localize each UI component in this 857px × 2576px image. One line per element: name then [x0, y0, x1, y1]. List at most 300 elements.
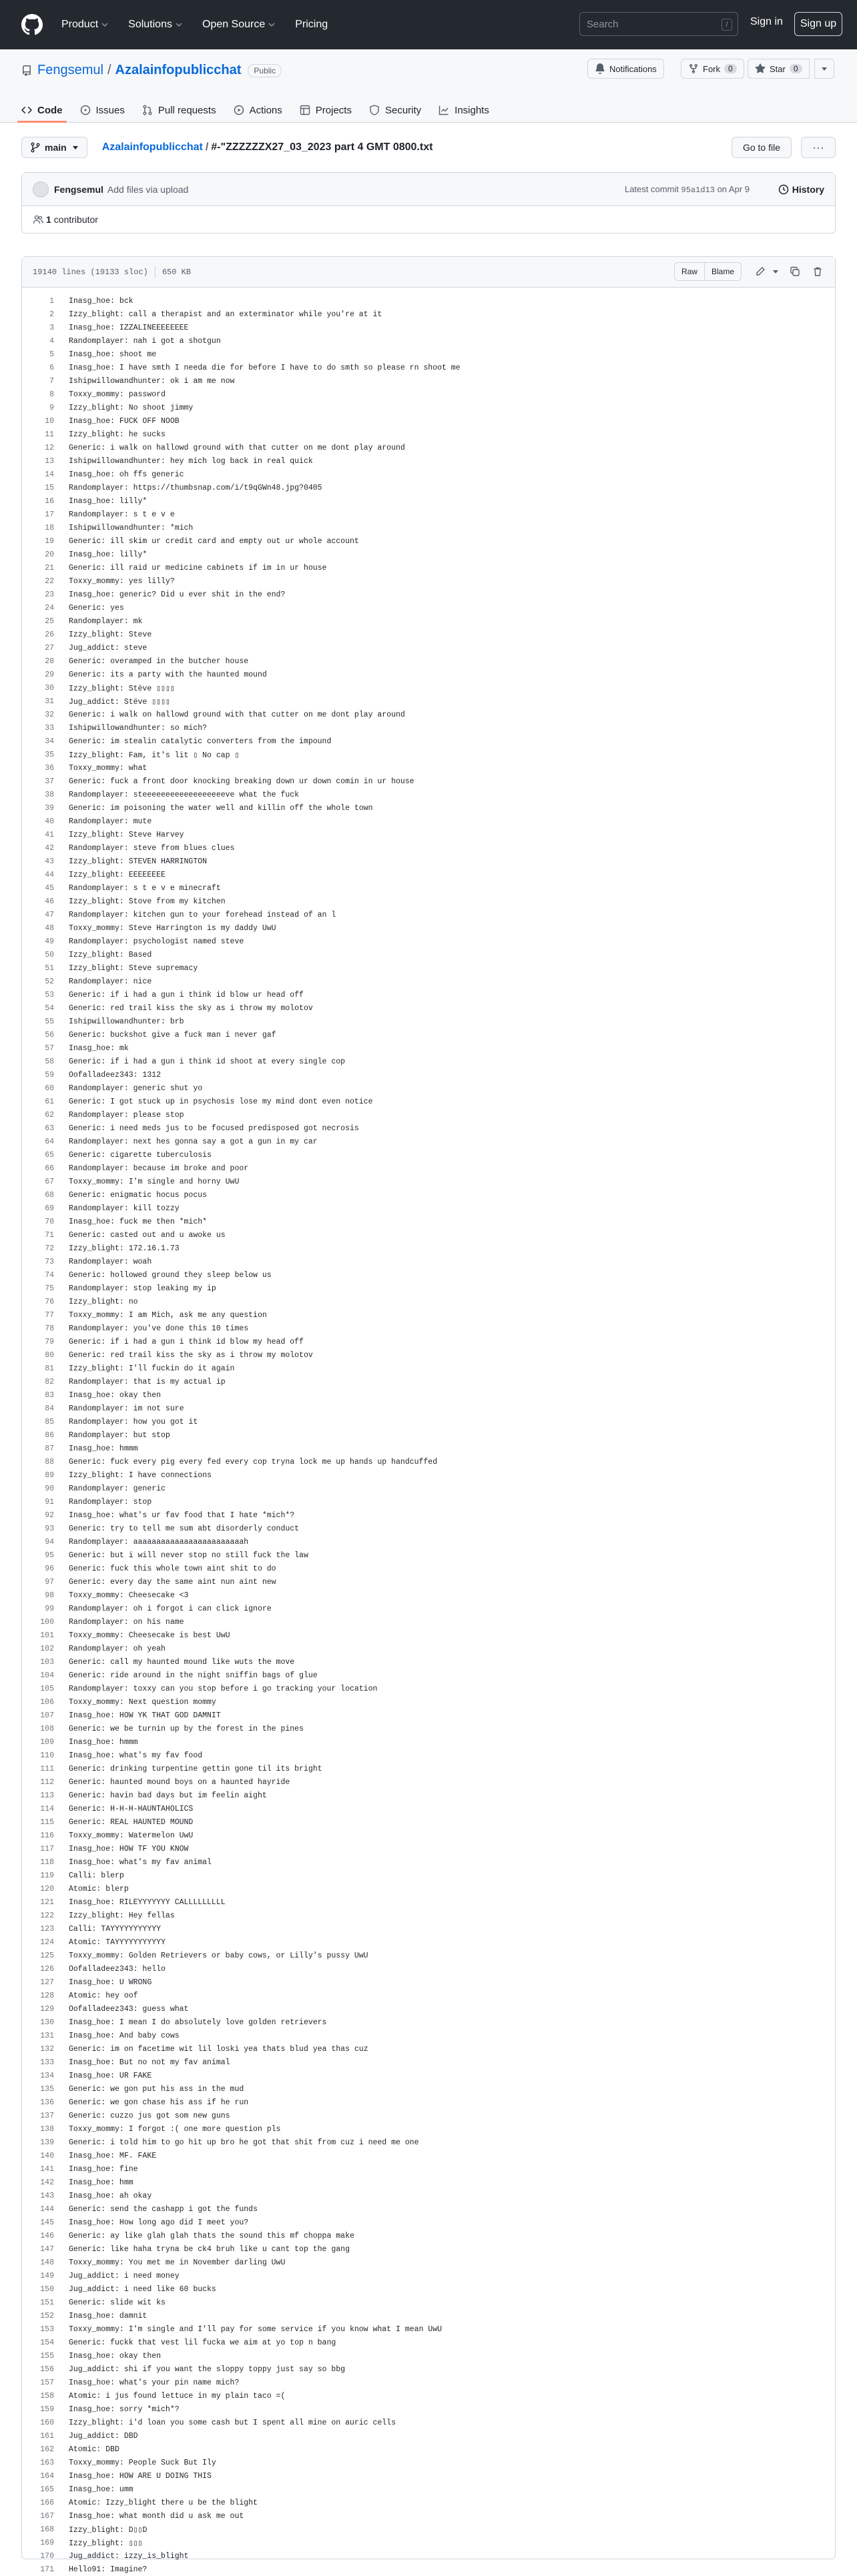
line-number[interactable]: 132 — [40, 2044, 54, 2054]
line-number[interactable]: 161 — [40, 2431, 54, 2441]
line-number[interactable]: 153 — [40, 2324, 54, 2334]
line-text: Randomplayer: stop leaking my ip — [69, 1284, 216, 1293]
sign-up-button[interactable]: Sign up — [794, 12, 842, 36]
line-number[interactable]: 105 — [40, 1684, 54, 1693]
line-number[interactable]: 51 — [45, 963, 54, 973]
line-number[interactable]: 1 — [49, 296, 54, 306]
line-number[interactable]: 58 — [45, 1057, 54, 1066]
code-line — [22, 2349, 835, 2363]
line-text: Randomplayer: steve from blues clues — [69, 843, 235, 853]
line-number[interactable]: 124 — [40, 1938, 54, 1947]
line-number[interactable]: 114 — [40, 1804, 54, 1813]
code-line — [22, 1068, 835, 1082]
code-line — [22, 1362, 835, 1375]
line-text: Inasg_hoe: okay then — [69, 1390, 162, 1400]
code-line — [22, 1522, 835, 1535]
line-number[interactable]: 96 — [45, 1564, 54, 1573]
line-number[interactable]: 78 — [45, 1324, 54, 1333]
code-line — [22, 388, 835, 401]
tab-pull-requests[interactable]: Pull requests — [142, 97, 216, 123]
line-number[interactable]: 156 — [40, 2365, 54, 2374]
line-number[interactable]: 65 — [45, 1150, 54, 1160]
line-number[interactable]: 16 — [45, 496, 54, 506]
line-number[interactable]: 10 — [45, 416, 54, 426]
code-line — [22, 1655, 835, 1669]
line-text: Izzy_blight: I have connections — [69, 1470, 212, 1480]
line-number[interactable]: 90 — [45, 1484, 54, 1493]
line-text: Generic: but i will never stop no still fuck the law — [69, 1551, 308, 1560]
line-number[interactable]: 113 — [40, 1791, 54, 1800]
line-number[interactable]: 140 — [40, 2151, 54, 2160]
line-number[interactable]: 150 — [40, 2284, 54, 2294]
line-number[interactable]: 99 — [45, 1604, 54, 1613]
code-line — [22, 2176, 835, 2189]
visibility-badge: Public — [248, 64, 282, 77]
line-number[interactable]: 152 — [40, 2311, 54, 2320]
line-number[interactable]: 21 — [45, 563, 54, 572]
line-number[interactable]: 134 — [40, 2071, 54, 2080]
commit-message[interactable]: Add files via upload — [107, 183, 189, 195]
code-line — [22, 1001, 835, 1015]
line-number[interactable]: 31 — [45, 697, 54, 706]
line-text: Izzy_blight: STEVEN HARRINGTON — [69, 857, 208, 866]
repo-owner-link[interactable]: Fengsemul — [37, 63, 103, 77]
line-number[interactable]: 9 — [49, 403, 54, 412]
edit-button[interactable] — [751, 262, 770, 281]
nav-product[interactable]: Product — [61, 19, 108, 31]
line-number[interactable]: 104 — [40, 1671, 54, 1680]
line-number[interactable]: 36 — [45, 763, 54, 773]
line-number[interactable]: 11 — [45, 430, 54, 439]
line-number[interactable]: 171 — [40, 2565, 54, 2574]
line-text: Generic: yes — [69, 603, 124, 612]
sign-in-link[interactable]: Sign in — [750, 16, 783, 27]
tab-actions[interactable]: Actions — [234, 97, 282, 123]
line-number[interactable]: 69 — [45, 1204, 54, 1213]
line-number[interactable]: 13 — [45, 456, 54, 466]
line-number[interactable]: 147 — [40, 2244, 54, 2254]
fork-button[interactable]: Fork 0 — [681, 59, 744, 79]
line-number[interactable]: 20 — [45, 550, 54, 559]
line-number[interactable]: 120 — [40, 1884, 54, 1893]
line-number[interactable]: 95 — [45, 1551, 54, 1560]
line-text: Izzy_blight: Steve supremacy — [69, 963, 198, 973]
avatar[interactable] — [33, 181, 49, 197]
line-number[interactable]: 141 — [40, 2164, 54, 2174]
line-text: Jug_addict: i need money — [69, 2271, 180, 2280]
line-number[interactable]: 93 — [45, 1524, 54, 1533]
line-number[interactable]: 5 — [49, 350, 54, 359]
line-number[interactable]: 55 — [45, 1017, 54, 1026]
commit-author[interactable]: Fengsemul — [54, 183, 103, 195]
code-line — [22, 468, 835, 481]
line-number[interactable]: 79 — [45, 1337, 54, 1346]
line-number[interactable]: 139 — [40, 2138, 54, 2147]
line-text: Inasg_hoe: what's my fav animal — [69, 1857, 212, 1867]
nav-solutions[interactable]: Solutions — [128, 19, 182, 31]
code-line — [22, 655, 835, 668]
line-number[interactable]: 100 — [40, 1617, 54, 1627]
line-number[interactable]: 27 — [45, 643, 54, 653]
line-number[interactable]: 170 — [40, 2551, 54, 2561]
line-number[interactable]: 26 — [45, 630, 54, 639]
line-number[interactable]: 77 — [45, 1310, 54, 1320]
line-number[interactable]: 123 — [40, 1924, 54, 1934]
code-line — [22, 1041, 835, 1055]
line-text: Generic: try to tell me sum abt disorderly conduct — [69, 1524, 300, 1533]
code-line — [22, 1909, 835, 1922]
nav-pricing[interactable]: Pricing — [295, 19, 328, 30]
code-line — [22, 2162, 835, 2176]
contributors-row[interactable] — [22, 206, 835, 233]
line-number[interactable]: 38 — [45, 790, 54, 799]
line-number[interactable]: 45 — [45, 883, 54, 893]
code-line — [22, 2549, 835, 2563]
line-number[interactable]: 66 — [45, 1164, 54, 1173]
line-number[interactable]: 160 — [40, 2418, 54, 2427]
code-line — [22, 841, 835, 855]
line-number[interactable]: 118 — [40, 1857, 54, 1867]
commit-sha-link[interactable]: 95a1d13 — [681, 185, 715, 195]
line-text: Atomic: DBD — [69, 2445, 119, 2454]
star-dropdown-button[interactable] — [814, 59, 834, 79]
line-number[interactable]: 17 — [45, 510, 54, 519]
line-number[interactable]: 91 — [45, 1497, 54, 1507]
line-number[interactable]: 61 — [45, 1097, 54, 1106]
line-number[interactable]: 103 — [40, 1657, 54, 1667]
line-number[interactable]: 23 — [45, 590, 54, 599]
line-number[interactable]: 42 — [45, 843, 54, 853]
history-icon — [778, 184, 789, 195]
tab-insights[interactable]: Insights — [439, 97, 489, 123]
line-number[interactable]: 155 — [40, 2351, 54, 2360]
line-text: Izzy_blight: I'll fuckin do it again — [69, 1364, 235, 1373]
line-number[interactable]: 52 — [45, 977, 54, 986]
breadcrumb-repo-link[interactable]: Azalainfopublicchat — [101, 141, 203, 153]
line-number[interactable]: 98 — [45, 1591, 54, 1600]
line-number[interactable]: 12 — [45, 443, 54, 452]
line-text: Randomplayer: on his name — [69, 1617, 184, 1627]
line-number[interactable]: 89 — [45, 1470, 54, 1480]
line-number[interactable]: 48 — [45, 923, 54, 933]
code-line — [22, 1629, 835, 1642]
line-number[interactable]: 56 — [45, 1030, 54, 1039]
code-line — [22, 1268, 835, 1282]
code-line — [22, 1482, 835, 1495]
code-line — [22, 321, 835, 334]
line-number[interactable]: 86 — [45, 1430, 54, 1440]
code-line — [22, 1175, 835, 1188]
code-line — [22, 1855, 835, 1869]
line-number[interactable]: 28 — [45, 657, 54, 666]
code-icon — [21, 105, 32, 115]
line-number[interactable]: 32 — [45, 710, 54, 719]
copy-button[interactable] — [786, 262, 804, 281]
code-line — [22, 921, 835, 935]
line-number[interactable]: 59 — [45, 1070, 54, 1080]
line-number[interactable]: 130 — [40, 2018, 54, 2027]
line-number[interactable]: 83 — [45, 1390, 54, 1400]
line-number[interactable]: 115 — [40, 1817, 54, 1827]
code-line — [22, 374, 835, 388]
code-line — [22, 2202, 835, 2216]
tab-projects[interactable]: Projects — [300, 97, 352, 123]
code-line — [22, 708, 835, 721]
line-number[interactable]: 40 — [45, 817, 54, 826]
line-number[interactable]: 119 — [40, 1871, 54, 1880]
line-number[interactable]: 29 — [45, 670, 54, 679]
line-number[interactable]: 167 — [40, 2511, 54, 2521]
line-number[interactable]: 34 — [45, 737, 54, 746]
code-line — [22, 2029, 835, 2042]
line-number[interactable]: 74 — [45, 1270, 54, 1280]
line-number[interactable]: 169 — [40, 2538, 54, 2547]
code-line — [22, 1869, 835, 1882]
code-line — [22, 521, 835, 534]
line-number[interactable]: 126 — [40, 1964, 54, 1974]
line-number[interactable]: 25 — [45, 616, 54, 626]
line-number[interactable]: 127 — [40, 1978, 54, 1987]
code-line — [22, 721, 835, 735]
line-text: Jug_addict: Stëve ▯▯▯▯ — [69, 697, 170, 707]
line-text: Toxxy_mommy: Next question mommy — [69, 1697, 216, 1707]
line-text: Toxxy_mommy: I'm single and I'll pay for some service if you know what I mean UwU — [69, 2324, 442, 2334]
code-line — [22, 2322, 835, 2336]
line-number[interactable]: 18 — [45, 523, 54, 532]
line-number[interactable]: 35 — [45, 750, 54, 759]
line-number[interactable]: 111 — [40, 1764, 54, 1773]
line-number[interactable]: 106 — [40, 1697, 54, 1707]
code-line — [22, 881, 835, 895]
code-line — [22, 935, 835, 948]
code-line — [22, 2269, 835, 2282]
line-number[interactable]: 54 — [45, 1003, 54, 1013]
line-number[interactable]: 80 — [45, 1350, 54, 1360]
line-number[interactable]: 7 — [49, 376, 54, 386]
line-number[interactable]: 15 — [45, 483, 54, 492]
line-number[interactable]: 82 — [45, 1377, 54, 1386]
history-link[interactable]: History — [778, 184, 824, 195]
repo-name-link[interactable]: Azalainfopublicchat — [115, 63, 242, 77]
code-line — [22, 1082, 835, 1095]
line-number[interactable]: 81 — [45, 1364, 54, 1373]
line-number[interactable]: 128 — [40, 1991, 54, 2000]
line-number[interactable]: 53 — [45, 990, 54, 999]
line-number[interactable]: 154 — [40, 2338, 54, 2347]
line-number[interactable]: 110 — [40, 1751, 54, 1760]
tab-security[interactable]: Security — [369, 97, 421, 123]
line-number[interactable]: 116 — [40, 1831, 54, 1840]
line-number[interactable]: 146 — [40, 2231, 54, 2240]
line-number[interactable]: 60 — [45, 1084, 54, 1093]
line-number[interactable]: 19 — [45, 536, 54, 546]
line-number[interactable]: 108 — [40, 1724, 54, 1733]
line-number[interactable]: 92 — [45, 1511, 54, 1520]
star-button[interactable]: Star 0 — [748, 59, 810, 79]
line-number[interactable]: 88 — [45, 1457, 54, 1466]
tab-issues[interactable]: Issues — [80, 97, 125, 123]
line-number[interactable]: 133 — [40, 2058, 54, 2067]
line-number[interactable]: 157 — [40, 2378, 54, 2387]
line-number[interactable]: 46 — [45, 897, 54, 906]
line-number[interactable]: 125 — [40, 1951, 54, 1960]
code-line — [22, 2096, 835, 2109]
line-number[interactable]: 72 — [45, 1244, 54, 1253]
github-logo-icon[interactable] — [21, 14, 43, 35]
line-number[interactable]: 33 — [45, 723, 54, 733]
line-text: Toxxy_mommy: what — [69, 763, 148, 773]
line-number[interactable]: 39 — [45, 803, 54, 813]
line-number[interactable]: 102 — [40, 1644, 54, 1653]
line-number[interactable]: 67 — [45, 1177, 54, 1186]
line-text: Toxxy_mommy: I forgot :( one more question pls — [69, 2124, 281, 2134]
line-number[interactable]: 64 — [45, 1137, 54, 1146]
line-number[interactable]: 70 — [45, 1217, 54, 1226]
line-number[interactable]: 122 — [40, 1911, 54, 1920]
line-text: Generic: i walk on hallowd ground with that cutter on me dont play around — [69, 710, 405, 719]
line-number[interactable]: 84 — [45, 1404, 54, 1413]
line-text: Ishipwillowandhunter: *mich — [69, 523, 194, 532]
line-number[interactable]: 107 — [40, 1711, 54, 1720]
line-text: Generic: im stealin catalytic converters from the impound — [69, 737, 332, 746]
line-number[interactable]: 138 — [40, 2124, 54, 2134]
branch-selector[interactable]: main — [21, 137, 87, 158]
line-number[interactable]: 37 — [45, 777, 54, 786]
line-number[interactable]: 112 — [40, 1777, 54, 1787]
line-number[interactable]: 62 — [45, 1110, 54, 1120]
line-number[interactable]: 94 — [45, 1537, 54, 1547]
line-number[interactable]: 145 — [40, 2218, 54, 2227]
line-number[interactable]: 76 — [45, 1297, 54, 1306]
line-number[interactable]: 68 — [45, 1190, 54, 1200]
line-number[interactable]: 8 — [49, 390, 54, 399]
line-number[interactable]: 47 — [45, 910, 54, 919]
line-text: Inasg_hoe: hmm — [69, 2178, 133, 2187]
line-number[interactable]: 117 — [40, 1844, 54, 1853]
line-number[interactable]: 71 — [45, 1230, 54, 1240]
delete-button[interactable] — [808, 262, 827, 281]
code-line — [22, 601, 835, 614]
line-number[interactable]: 166 — [40, 2498, 54, 2507]
line-number[interactable]: 144 — [40, 2204, 54, 2214]
line-number[interactable]: 148 — [40, 2258, 54, 2267]
code-line — [22, 1789, 835, 1802]
notifications-button[interactable]: Notifications — [587, 59, 664, 79]
line-number[interactable]: 163 — [40, 2458, 54, 2467]
line-number[interactable]: 109 — [40, 1737, 54, 1747]
line-text: Generic: if i had a gun i think id blow my head off — [69, 1337, 304, 1346]
line-number[interactable]: 151 — [40, 2298, 54, 2307]
code-line — [22, 1242, 835, 1255]
fork-count: 0 — [724, 64, 737, 73]
code-line — [22, 1202, 835, 1215]
line-number[interactable]: 165 — [40, 2485, 54, 2494]
line-number[interactable]: 159 — [40, 2405, 54, 2414]
chevron-down-icon — [101, 21, 108, 28]
tab-code[interactable]: Code — [21, 97, 63, 123]
line-number[interactable]: 75 — [45, 1284, 54, 1293]
nav-open-source[interactable]: Open Source — [202, 19, 275, 31]
code-line — [22, 1615, 835, 1629]
line-number[interactable]: 3 — [49, 323, 54, 332]
code-line — [22, 1428, 835, 1442]
line-text: Izzy_blight: D▯▯D — [69, 2525, 148, 2535]
line-number[interactable]: 137 — [40, 2111, 54, 2120]
line-number[interactable]: 2 — [49, 310, 54, 319]
line-number[interactable]: 121 — [40, 1897, 54, 1907]
line-number[interactable]: 162 — [40, 2445, 54, 2454]
line-number[interactable]: 149 — [40, 2271, 54, 2280]
line-number[interactable]: 57 — [45, 1043, 54, 1053]
line-number[interactable]: 164 — [40, 2471, 54, 2481]
line-number[interactable]: 4 — [49, 336, 54, 346]
code-line — [22, 2483, 835, 2496]
line-number[interactable]: 85 — [45, 1417, 54, 1426]
line-number[interactable]: 142 — [40, 2178, 54, 2187]
go-to-file-button[interactable]: Go to file — [732, 137, 792, 158]
line-text: Inasg_hoe: HOW ARE U DOING THIS — [69, 2471, 212, 2481]
line-number[interactable]: 24 — [45, 603, 54, 612]
line-number[interactable]: 22 — [45, 576, 54, 586]
line-number[interactable]: 50 — [45, 950, 54, 959]
edit-dropdown-button[interactable] — [770, 262, 782, 281]
line-number[interactable]: 131 — [40, 2031, 54, 2040]
code-line — [22, 1188, 835, 1202]
line-number[interactable]: 63 — [45, 1124, 54, 1133]
code-line — [22, 2136, 835, 2149]
line-number[interactable]: 43 — [45, 857, 54, 866]
line-text: Inasg_hoe: what's ur fav food that I hate *mich*? — [69, 1511, 295, 1520]
line-number[interactable]: 168 — [40, 2525, 54, 2534]
line-text: Oofalladeez343: guess what — [69, 2004, 189, 2014]
line-text: Inasg_hoe: UR FAKE — [69, 2071, 152, 2080]
code-line — [22, 1055, 835, 1068]
code-line — [22, 1575, 835, 1589]
line-text: Izzy_blight: EEEEEEEE — [69, 870, 166, 879]
code-line — [22, 1375, 835, 1388]
line-number[interactable]: 49 — [45, 937, 54, 946]
line-number[interactable]: 73 — [45, 1257, 54, 1266]
chevron-down-icon — [268, 21, 275, 28]
search-input[interactable]: Search / — [579, 12, 738, 36]
code-line — [22, 2496, 835, 2509]
line-number[interactable]: 143 — [40, 2191, 54, 2200]
more-options-button[interactable]: ··· — [801, 137, 836, 158]
raw-button[interactable]: Raw — [674, 262, 705, 281]
code-line — [22, 1162, 835, 1175]
code-line — [22, 1602, 835, 1615]
code-line — [22, 1282, 835, 1295]
line-number[interactable]: 30 — [45, 683, 54, 693]
line-number[interactable]: 6 — [49, 363, 54, 372]
code-line — [22, 1682, 835, 1695]
line-number[interactable]: 41 — [45, 830, 54, 839]
line-text: Izzy_blight: call a therapist and an exterminator while you're at it — [69, 310, 382, 319]
line-number[interactable]: 87 — [45, 1444, 54, 1453]
line-number[interactable]: 129 — [40, 2004, 54, 2014]
line-number[interactable]: 101 — [40, 1631, 54, 1640]
line-number[interactable]: 136 — [40, 2098, 54, 2107]
code-line — [22, 2002, 835, 2016]
line-number[interactable]: 14 — [45, 470, 54, 479]
line-number[interactable]: 135 — [40, 2084, 54, 2094]
line-number[interactable]: 158 — [40, 2391, 54, 2401]
line-number[interactable]: 97 — [45, 1577, 54, 1587]
blame-button[interactable]: Blame — [705, 262, 742, 281]
line-number[interactable]: 44 — [45, 870, 54, 879]
line-text: Generic: send the cashapp i got the funds — [69, 2204, 258, 2214]
line-text: Randomplayer: oh yeah — [69, 1644, 166, 1653]
